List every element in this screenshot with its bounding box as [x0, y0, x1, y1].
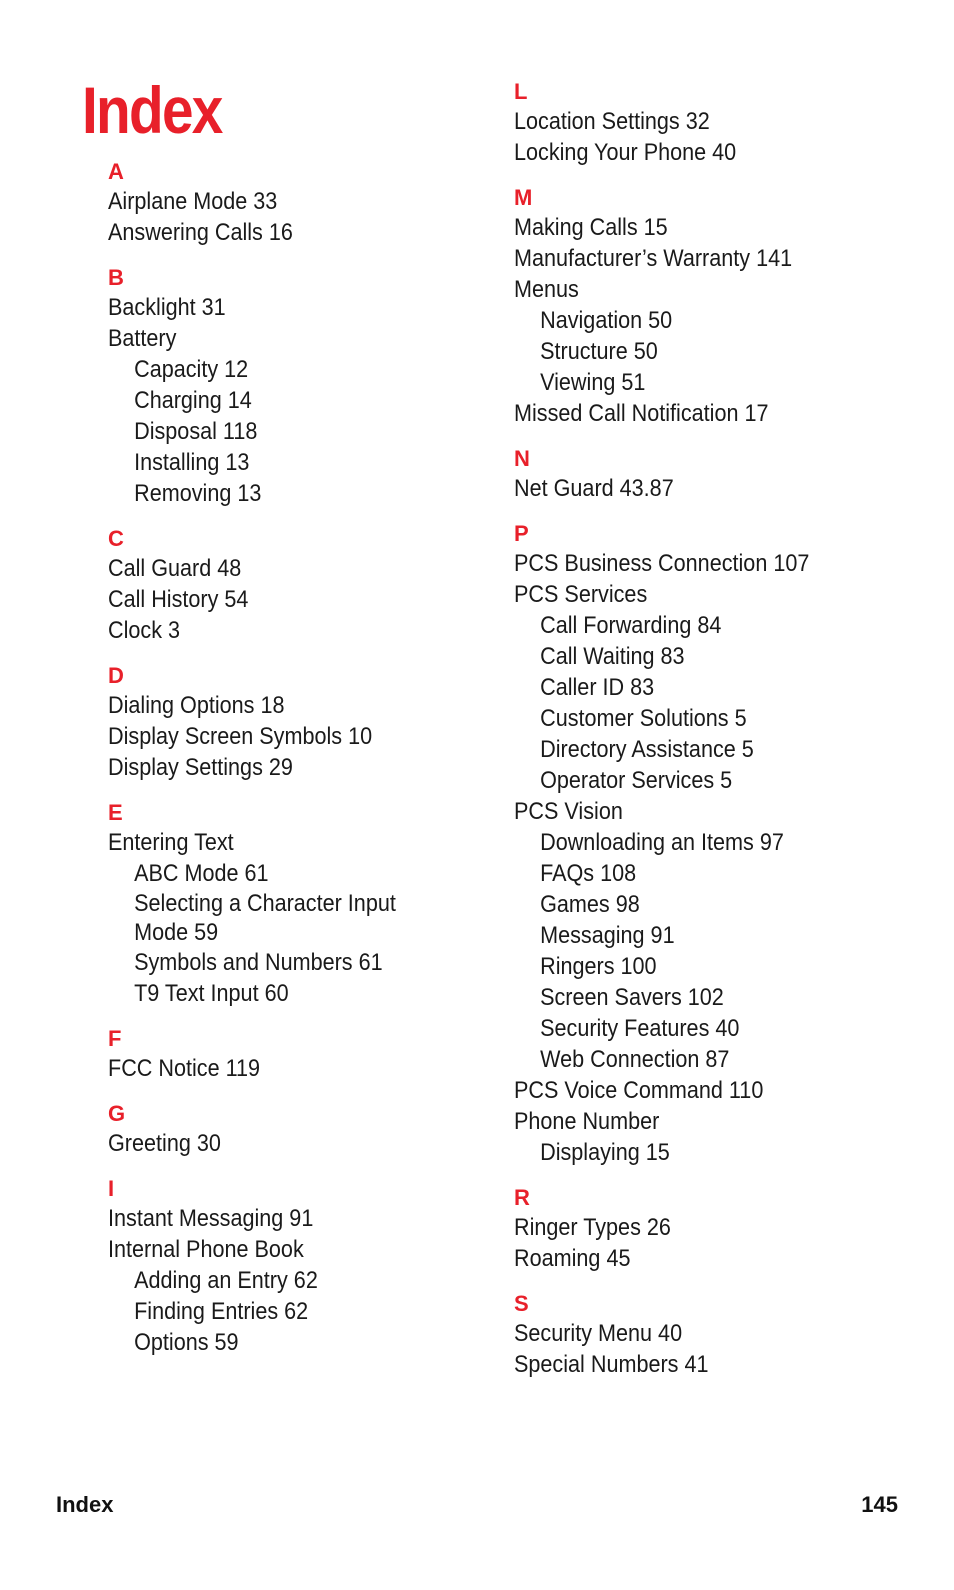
footer-section-label: Index — [56, 1492, 114, 1517]
index-entry: Airplane Mode 33 — [108, 188, 278, 215]
index-entry: Display Screen Symbols 10 — [108, 723, 373, 750]
index-section-c — [108, 525, 488, 646]
index-entry: Call Guard 48 — [108, 555, 242, 582]
index-column-right — [514, 78, 934, 1396]
section-letter: N — [514, 446, 530, 471]
section-letter: C — [108, 526, 124, 551]
index-subentry: Security Features 40 — [540, 1015, 740, 1042]
index-entry: Phone Number — [514, 1108, 660, 1135]
index-section-d — [108, 662, 488, 783]
index-entry: PCS Services — [514, 581, 648, 608]
index-subentry: Installing 13 — [134, 449, 250, 476]
section-letter: G — [108, 1101, 126, 1126]
index-section-p — [514, 520, 934, 1168]
section-letter: M — [514, 185, 533, 210]
section-letter: D — [108, 663, 124, 688]
section-letter: S — [514, 1291, 529, 1316]
index-subentry: T9 Text Input 60 — [134, 980, 289, 1007]
index-subentry: Games 98 — [540, 891, 640, 918]
index-section-e — [108, 799, 488, 1009]
index-subentry: Navigation 50 — [540, 307, 673, 334]
index-subentry: ABC Mode 61 — [134, 860, 269, 887]
index-entry: PCS Vision — [514, 798, 623, 825]
index-subentry: Selecting a Character Input Mode 59 — [134, 890, 396, 946]
index-subentry: Caller ID 83 — [540, 674, 655, 701]
index-subentry: Displaying 15 — [540, 1139, 670, 1166]
index-section-i — [108, 1175, 488, 1358]
index-entry: Greeting 30 — [108, 1130, 221, 1157]
index-entry: Entering Text — [108, 829, 234, 856]
index-subentry: Call Forwarding 84 — [540, 612, 722, 639]
section-letter: B — [108, 265, 124, 290]
index-entry: Ringer Types 26 — [514, 1214, 671, 1241]
index-subentry: Web Connection 87 — [540, 1046, 730, 1073]
index-entry: Locking Your Phone 40 — [514, 139, 737, 166]
index-entry: Battery — [108, 325, 177, 352]
section-letter: F — [108, 1026, 122, 1051]
section-letter: A — [108, 159, 124, 184]
index-section-m — [514, 184, 934, 429]
index-subentry: Charging 14 — [134, 387, 252, 414]
index-subentry: Customer Solutions 5 — [540, 705, 747, 732]
index-entry: Special Numbers 41 — [514, 1351, 709, 1378]
index-subentry: Operator Services 5 — [540, 767, 733, 794]
index-section-s — [514, 1290, 934, 1380]
index-section-a — [108, 158, 488, 248]
index-entry: Making Calls 15 — [514, 214, 668, 241]
index-subentry: Adding an Entry 62 — [134, 1267, 318, 1294]
index-subentry: Viewing 51 — [540, 369, 646, 396]
index-entry: Security Menu 40 — [514, 1320, 683, 1347]
index-subentry: Removing 13 — [134, 480, 262, 507]
section-letter: L — [514, 79, 528, 104]
index-entry: Location Settings 32 — [514, 108, 710, 135]
index-subentry: Messaging 91 — [540, 922, 675, 949]
footer-page-number: 145 — [861, 1492, 898, 1517]
page-title: Index — [82, 73, 222, 147]
index-section-b — [108, 264, 488, 509]
section-letter: P — [514, 521, 529, 546]
index-entry: PCS Voice Command 110 — [514, 1077, 764, 1104]
index-entry: Backlight 31 — [108, 294, 226, 321]
index-entry: Net Guard 43.87 — [514, 475, 674, 502]
index-section-r — [514, 1184, 934, 1274]
index-entry: Roaming 45 — [514, 1245, 631, 1272]
section-letter: I — [108, 1176, 115, 1201]
index-subentry: Options 59 — [134, 1329, 239, 1356]
index-entry: PCS Business Connection 107 — [514, 550, 810, 577]
index-subentry: Symbols and Numbers 61 — [134, 949, 383, 976]
index-subentry: Capacity 12 — [134, 356, 249, 383]
index-entry: Missed Call Notification 17 — [514, 400, 769, 427]
section-letter: R — [514, 1185, 530, 1210]
index-subentry: Directory Assistance 5 — [540, 736, 754, 763]
index-subentry: Ringers 100 — [540, 953, 657, 980]
index-entry: Display Settings 29 — [108, 754, 293, 781]
index-entry: Answering Calls 16 — [108, 219, 293, 246]
index-subentry: Downloading an Items 97 — [540, 829, 784, 856]
index-entry: Manufacturer’s Warranty 141 — [514, 245, 793, 272]
index-entry: FCC Notice 119 — [108, 1055, 261, 1082]
index-entry: Instant Messaging 91 — [108, 1205, 314, 1232]
index-section-f — [108, 1025, 488, 1084]
index-section-n — [514, 445, 934, 504]
index-entry: Clock 3 — [108, 617, 181, 644]
index-entry: Call History 54 — [108, 586, 249, 613]
index-entry: Menus — [514, 276, 579, 303]
index-section-g — [108, 1100, 488, 1159]
index-entry: Internal Phone Book — [108, 1236, 304, 1263]
index-section-l — [514, 78, 934, 168]
section-letter: E — [108, 800, 123, 825]
index-subentry: Disposal 118 — [134, 418, 258, 445]
index-subentry: FAQs 108 — [540, 860, 637, 887]
index-entry: Dialing Options 18 — [108, 692, 285, 719]
index-subentry: Finding Entries 62 — [134, 1298, 309, 1325]
index-subentry: Call Waiting 83 — [540, 643, 685, 670]
index-column-left — [108, 158, 488, 1374]
index-subentry: Structure 50 — [540, 338, 658, 365]
index-subentry: Screen Savers 102 — [540, 984, 724, 1011]
